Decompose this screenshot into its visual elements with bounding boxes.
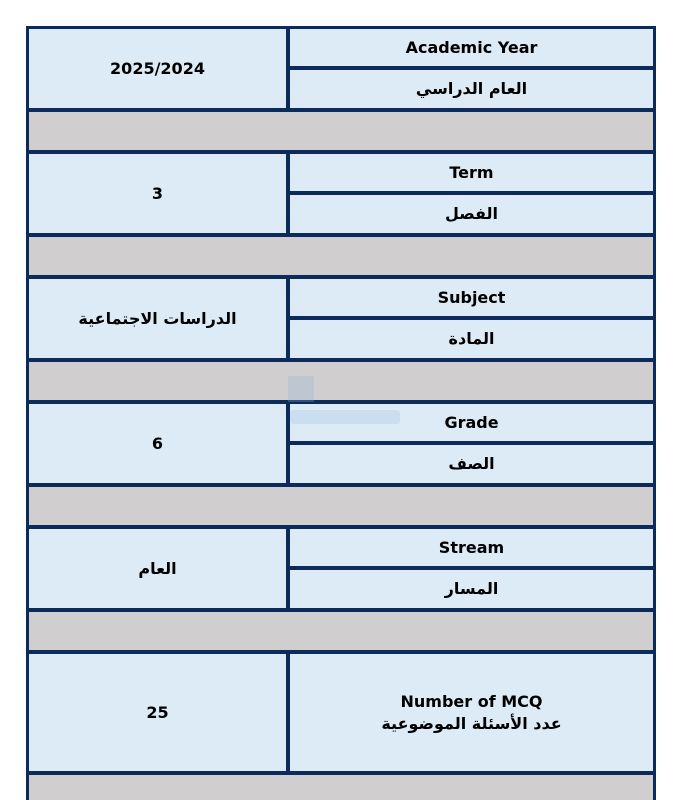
stream-label-ar: المسار xyxy=(290,570,653,608)
mcq-label xyxy=(290,654,653,771)
subject-label-en: Subject xyxy=(290,279,653,316)
academic-year-value: 2025/2024 xyxy=(29,29,286,108)
row-separator xyxy=(29,612,653,650)
term-label-ar: الفصل xyxy=(290,195,653,233)
row-separator xyxy=(29,362,653,400)
stream-label-en: Stream xyxy=(290,529,653,566)
subject-label-ar: المادة xyxy=(290,320,653,358)
subject-value: الدراسات الاجتماعية xyxy=(29,279,286,358)
mcq-label-en: Number of MCQ xyxy=(400,691,543,711)
grade-label-ar: الصف xyxy=(290,445,653,483)
row-separator xyxy=(29,237,653,275)
mcq-label-ar: عدد الأسئلة الموضوعية xyxy=(381,713,562,733)
academic-year-label-en: Academic Year xyxy=(290,29,653,66)
row-separator xyxy=(29,487,653,525)
row-separator xyxy=(29,775,653,800)
term-label-en: Term xyxy=(290,154,653,191)
term-value: 3 xyxy=(29,154,286,233)
mcq-value: 25 xyxy=(29,654,286,771)
academic-year-label-ar: العام الدراسي xyxy=(290,70,653,108)
grade-label-en: Grade xyxy=(290,404,653,441)
stream-value: العام xyxy=(29,529,286,608)
info-table xyxy=(26,26,656,800)
grade-value: 6 xyxy=(29,404,286,483)
row-separator xyxy=(29,112,653,150)
